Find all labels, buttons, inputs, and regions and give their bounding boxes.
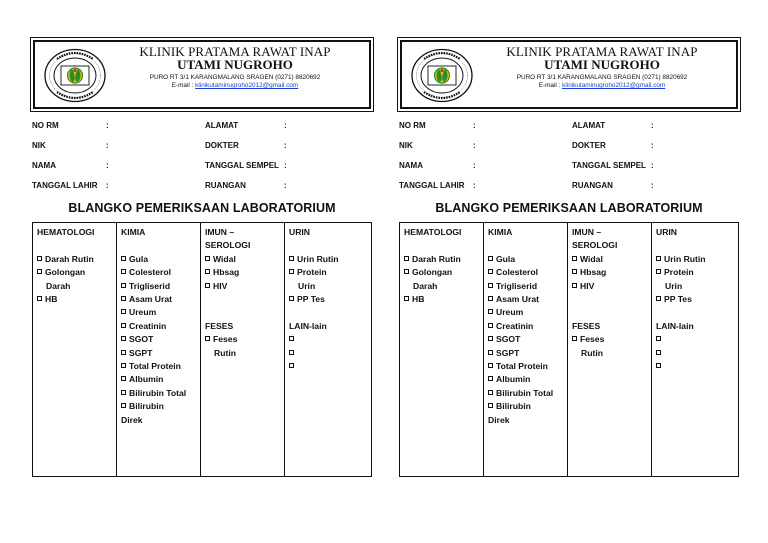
clinic-address: PURO RT 3/1 KARANGMALANG SRAGEN (0271) 8820692 <box>149 74 321 81</box>
field-nama-label: NAMA <box>399 161 423 170</box>
checkbox-hiv[interactable]: HIV <box>205 280 280 293</box>
checkbox-bilirubin-direk[interactable]: Bilirubin <box>488 400 563 413</box>
column-hematologi: HEMATOLOGI Darah Rutin Golongan Darah HB <box>400 223 484 476</box>
checkbox-ureum[interactable]: Ureum <box>121 306 196 319</box>
header-urin: URIN <box>656 227 678 237</box>
column-kimia: KIMIA Gula Colesterol Trigliserid Asam Urat Ureum Creatinin SGOT SGPT Total Protein Albumin Bilirubin Total Bilirubin Direk <box>117 223 201 476</box>
checkbox-icon <box>488 390 493 395</box>
field-alamat-label: ALAMAT <box>572 121 606 130</box>
checkbox-icon <box>37 296 42 301</box>
checkbox-icon <box>656 296 661 301</box>
form-title: BLANGKO PEMERIKSAAN LABORATORIUM <box>68 201 336 215</box>
checkbox-sgpt[interactable]: SGPT <box>488 347 563 360</box>
field-ruangan-label: RUANGAN <box>205 181 246 190</box>
checkbox-icon <box>488 336 493 341</box>
checkbox-bilirubin-total[interactable]: Bilirubin Total <box>121 387 196 400</box>
clinic-name: KLINIK PRATAMA RAWAT INAP <box>139 44 331 59</box>
checkbox-icon <box>289 363 294 368</box>
checkbox-hb[interactable]: HB <box>404 293 479 306</box>
column-imun-serologi: IMUN – SEROLOGI Widal Hbsag HIV FESES Feses Rutin <box>201 223 285 476</box>
checkbox-total-protein[interactable]: Total Protein <box>488 360 563 373</box>
checkbox-icon <box>121 390 126 395</box>
checkbox-icon <box>572 283 577 288</box>
header-lain-lain: LAIN-lain <box>289 320 327 331</box>
field-tanggal-lahir-label: TANGGAL LAHIR <box>399 181 465 190</box>
column-kimia: KIMIA Gula Colesterol Trigliserid Asam Urat Ureum Creatinin SGOT SGPT Total Protein Albumin Bilirubin Total Bilirubin Direk <box>484 223 568 476</box>
column-urin: URIN Urin Rutin Protein Urin PP Tes LAIN-lain <box>652 223 738 476</box>
checkbox-icon <box>205 256 210 261</box>
clinic-logo-icon <box>43 47 107 104</box>
checkbox-creatinin[interactable]: Creatinin <box>488 320 563 333</box>
checkbox-urin-rutin[interactable]: Urin Rutin <box>289 253 367 266</box>
field-alamat-label: ALAMAT <box>205 121 239 130</box>
checkbox-hiv[interactable]: HIV <box>572 280 647 293</box>
checkbox-lain-2[interactable] <box>289 347 367 360</box>
field-no-rm-label: NO RM <box>32 121 59 130</box>
checkbox-icon <box>289 336 294 341</box>
field-nik-label: NIK <box>399 141 413 150</box>
header-kimia: KIMIA <box>488 227 513 237</box>
header-imun: IMUN – <box>205 227 235 237</box>
checkbox-gula[interactable]: Gula <box>121 253 196 266</box>
column-urin: URIN Urin Rutin Protein Urin PP Tes LAIN-lain <box>285 223 371 476</box>
checkbox-icon <box>121 363 126 368</box>
column-imun-serologi: IMUN – SEROLOGI Widal Hbsag HIV FESES Feses Rutin <box>568 223 652 476</box>
field-nama-label: NAMA <box>32 161 56 170</box>
checkbox-colesterol[interactable]: Colesterol <box>488 266 563 279</box>
checkbox-icon <box>121 296 126 301</box>
checkbox-icon <box>205 283 210 288</box>
email-link[interactable]: klinikutaminugroho2012@gmail.com <box>562 82 666 89</box>
checkbox-urin-rutin[interactable]: Urin Rutin <box>656 253 734 266</box>
checkbox-icon <box>404 269 409 274</box>
checkbox-icon <box>121 323 126 328</box>
checkbox-icon <box>488 323 493 328</box>
checkbox-icon <box>121 283 126 288</box>
checkbox-asam-urat[interactable]: Asam Urat <box>488 293 563 306</box>
checkbox-icon <box>488 283 493 288</box>
clinic-name: KLINIK PRATAMA RAWAT INAP <box>506 44 698 59</box>
field-tanggal-sempel-label: TANGGAL SEMPEL <box>205 161 279 170</box>
checkbox-icon <box>656 363 661 368</box>
checkbox-icon <box>656 350 661 355</box>
checkbox-icon <box>404 256 409 261</box>
header-serologi: SEROLOGI <box>572 240 618 251</box>
checkbox-icon <box>289 269 294 274</box>
checkbox-icon <box>121 336 126 341</box>
form-title: BLANGKO PEMERIKSAAN LABORATORIUM <box>435 201 703 215</box>
checkbox-feses-rutin[interactable]: Feses <box>572 333 647 346</box>
patient-info: NO RM : NIK : NAMA : TANGGAL LAHIR : ALAMAT : DOKTER : TANGGAL SEMPEL : RUANGAN : <box>399 121 654 190</box>
checkbox-icon <box>37 269 42 274</box>
field-ruangan-label: RUANGAN <box>572 181 613 190</box>
checkbox-icon <box>572 256 577 261</box>
checkbox-colesterol[interactable]: Colesterol <box>121 266 196 279</box>
checkbox-golongan-darah[interactable]: Golongan <box>37 266 112 279</box>
checkbox-icon <box>488 376 493 381</box>
checkbox-protein-urin[interactable]: Protein <box>289 266 367 279</box>
checkbox-hb[interactable]: HB <box>37 293 112 306</box>
header-hematologi: HEMATOLOGI <box>404 227 462 237</box>
checkbox-icon <box>121 269 126 274</box>
checkbox-ureum[interactable]: Ureum <box>488 306 563 319</box>
lab-form-right <box>399 40 739 477</box>
checkbox-albumin[interactable]: Albumin <box>488 373 563 386</box>
checkbox-protein-urin[interactable]: Protein <box>656 266 734 279</box>
checkbox-icon <box>289 296 294 301</box>
clinic-email: E-mail : klinikutaminugroho2012@gmail.com <box>171 82 299 89</box>
checkbox-widal[interactable]: Widal <box>572 253 647 266</box>
checkbox-pp-tes[interactable]: PP Tes <box>289 293 367 306</box>
checkbox-icon <box>656 336 661 341</box>
checkbox-hbsag[interactable]: Hbsag <box>205 266 280 279</box>
field-dokter-label: DOKTER <box>572 141 606 150</box>
checkbox-icon <box>488 363 493 368</box>
checkbox-bilirubin-total[interactable]: Bilirubin Total <box>488 387 563 400</box>
checkbox-asam-urat[interactable]: Asam Urat <box>121 293 196 306</box>
header-urin: URIN <box>289 227 311 237</box>
lab-form-left <box>32 40 372 477</box>
checkbox-golongan-darah[interactable]: Golongan <box>404 266 479 279</box>
checkbox-total-protein[interactable]: Total Protein <box>121 360 196 373</box>
checkbox-lain-1[interactable] <box>289 333 367 346</box>
clinic-header <box>400 40 738 109</box>
checkbox-lain-2[interactable] <box>656 347 734 360</box>
clinic-address: PURO RT 3/1 KARANGMALANG SRAGEN (0271) 8820692 <box>516 74 688 81</box>
header-hematologi: HEMATOLOGI <box>37 227 95 237</box>
checkbox-lain-1[interactable] <box>656 333 734 346</box>
lab-table <box>399 222 739 477</box>
checkbox-hbsag[interactable]: Hbsag <box>572 266 647 279</box>
email-link[interactable]: klinikutaminugroho2012@gmail.com <box>195 82 299 89</box>
checkbox-creatinin[interactable]: Creatinin <box>121 320 196 333</box>
checkbox-trigliserid[interactable]: Trigliserid <box>488 280 563 293</box>
checkbox-sgot[interactable]: SGOT <box>488 333 563 346</box>
checkbox-icon <box>656 269 661 274</box>
checkbox-icon <box>488 350 493 355</box>
checkbox-pp-tes[interactable]: PP Tes <box>656 293 734 306</box>
header-lain-lain: LAIN-lain <box>656 320 694 331</box>
field-tanggal-lahir-label: TANGGAL LAHIR <box>32 181 98 190</box>
clinic-subtitle: UTAMI NUGROHO <box>544 57 660 72</box>
checkbox-icon <box>205 269 210 274</box>
checkbox-icon <box>488 296 493 301</box>
checkbox-icon <box>121 256 126 261</box>
checkbox-icon <box>289 256 294 261</box>
clinic-email: E-mail : klinikutaminugroho2012@gmail.com <box>538 82 666 89</box>
checkbox-icon <box>572 269 577 274</box>
checkbox-darah-rutin[interactable]: Darah Rutin <box>37 253 112 266</box>
checkbox-icon <box>488 309 493 314</box>
checkbox-trigliserid[interactable]: Trigliserid <box>121 280 196 293</box>
checkbox-icon <box>205 336 210 341</box>
checkbox-icon <box>121 350 126 355</box>
checkbox-icon <box>488 403 493 408</box>
checkbox-albumin[interactable]: Albumin <box>121 373 196 386</box>
checkbox-feses-rutin[interactable]: Feses <box>205 333 280 346</box>
checkbox-icon <box>121 376 126 381</box>
header-feses: FESES <box>205 320 234 331</box>
checkbox-sgot[interactable]: SGOT <box>121 333 196 346</box>
checkbox-gula[interactable]: Gula <box>488 253 563 266</box>
field-nik-label: NIK <box>32 141 46 150</box>
checkbox-darah-rutin[interactable]: Darah Rutin <box>404 253 479 266</box>
checkbox-lain-3[interactable] <box>289 360 367 373</box>
checkbox-icon <box>488 269 493 274</box>
checkbox-sgpt[interactable]: SGPT <box>121 347 196 360</box>
clinic-subtitle: UTAMI NUGROHO <box>177 57 293 72</box>
checkbox-icon <box>656 256 661 261</box>
field-no-rm-label: NO RM <box>399 121 426 130</box>
checkbox-widal[interactable]: Widal <box>205 253 280 266</box>
field-dokter-label: DOKTER <box>205 141 239 150</box>
checkbox-icon <box>37 256 42 261</box>
clinic-header <box>33 40 371 109</box>
checkbox-lain-3[interactable] <box>656 360 734 373</box>
checkbox-icon <box>121 403 126 408</box>
header-imun: IMUN – <box>572 227 602 237</box>
header-feses: FESES <box>572 320 601 331</box>
checkbox-icon <box>404 296 409 301</box>
field-tanggal-sempel-label: TANGGAL SEMPEL <box>572 161 646 170</box>
checkbox-icon <box>289 350 294 355</box>
checkbox-icon <box>121 309 126 314</box>
clinic-logo-icon <box>410 47 474 104</box>
lab-table <box>32 222 372 477</box>
checkbox-icon <box>572 336 577 341</box>
checkbox-bilirubin-direk[interactable]: Bilirubin <box>121 400 196 413</box>
header-serologi: SEROLOGI <box>205 240 251 251</box>
patient-info: NO RM : NIK : NAMA : TANGGAL LAHIR : ALAMAT : DOKTER : TANGGAL SEMPEL : RUANGAN : <box>32 121 287 190</box>
checkbox-icon <box>488 256 493 261</box>
column-hematologi: HEMATOLOGI Darah Rutin Golongan Darah HB <box>33 223 117 476</box>
header-kimia: KIMIA <box>121 227 146 237</box>
